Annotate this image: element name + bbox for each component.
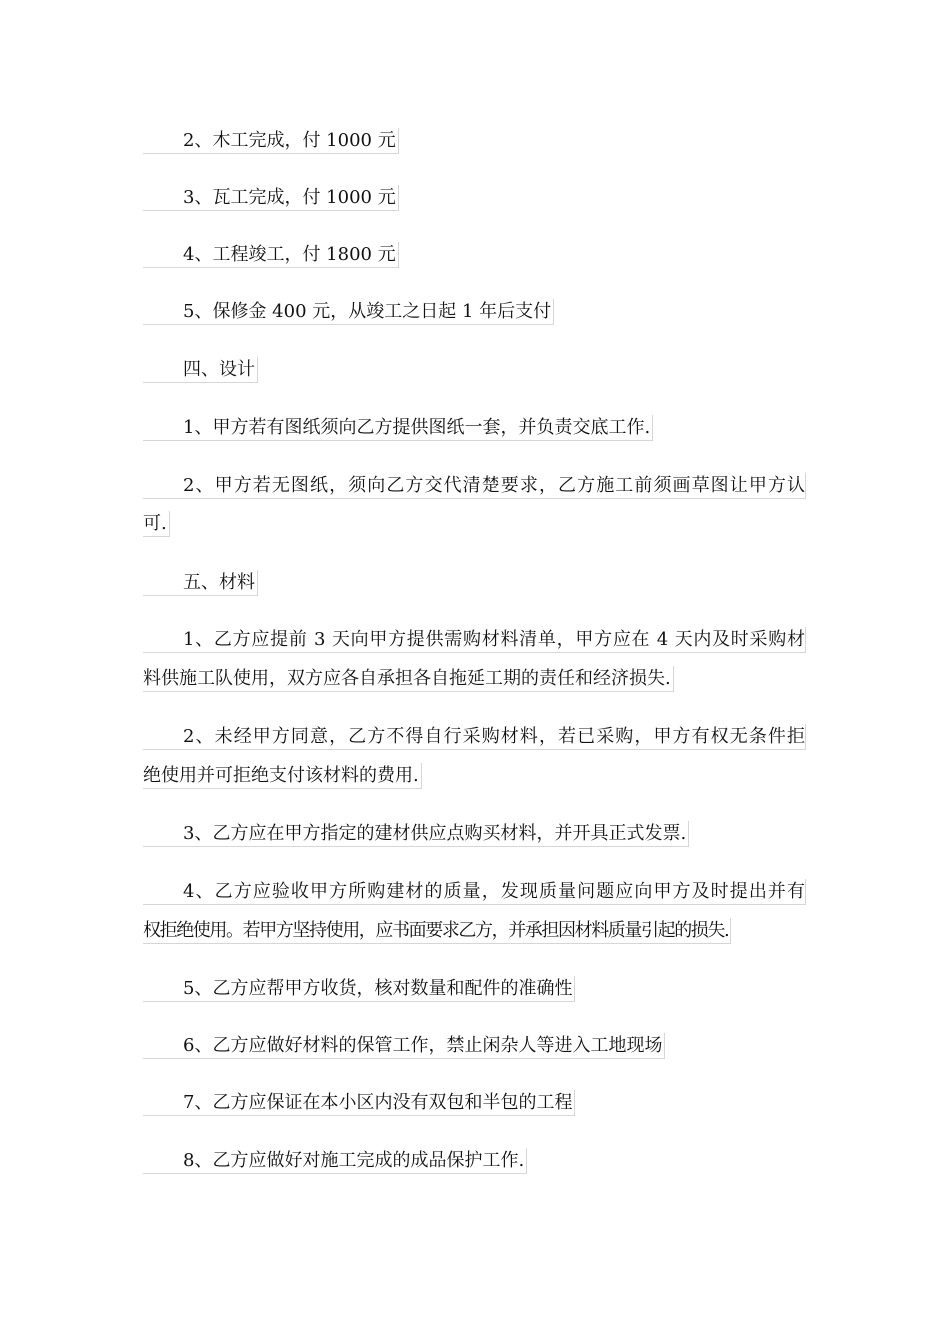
payment-item-2: 2、木工完成，付 1000 元 (143, 128, 399, 154)
materials-item-4-line-2: 权拒绝使用。若甲方坚持使用，应书面要求乙方，并承担因材料质量引起的损失. (143, 918, 731, 944)
materials-item-2-line-1: 2、未经甲方同意，乙方不得自行采购材料，若已采购，甲方有权无条件拒 (143, 724, 806, 750)
design-item-2-line-1: 2、甲方若无图纸，须向乙方交代清楚要求，乙方施工前须画草图让甲方认 (143, 473, 806, 499)
payment-item-5: 5、保修金 400 元，从竣工之日起 1 年后支付 (143, 299, 554, 325)
design-item-2-line-2: 可. (143, 511, 170, 537)
materials-item-8: 8、乙方应做好对施工完成的成品保护工作. (143, 1148, 527, 1174)
materials-item-6: 6、乙方应做好材料的保管工作，禁止闲杂人等进入工地现场 (143, 1033, 665, 1059)
materials-item-5: 5、乙方应帮甲方收货，核对数量和配件的准确性 (143, 976, 575, 1002)
payment-item-3: 3、瓦工完成，付 1000 元 (143, 185, 399, 211)
materials-item-7: 7、乙方应保证在本小区内没有双包和半包的工程 (143, 1090, 575, 1116)
materials-item-1-line-1: 1、乙方应提前 3 天向甲方提供需购材料清单，甲方应在 4 天内及时采购材 (143, 627, 806, 653)
payment-item-4: 4、工程竣工，付 1800 元 (143, 242, 399, 268)
materials-item-3: 3、乙方应在甲方指定的建材供应点购买材料，并开具正式发票. (143, 821, 689, 847)
design-item-1: 1、甲方若有图纸须向乙方提供图纸一套，并负责交底工作. (143, 415, 653, 441)
materials-item-4-line-1: 4、乙方应验收甲方所购建材的质量，发现质量问题应向甲方及时提出并有 (143, 879, 806, 905)
section-heading-design: 四、设计 (143, 357, 258, 383)
section-heading-materials: 五、材料 (143, 570, 258, 596)
materials-item-1-line-2: 料供施工队使用，双方应各自承担各自拖延工期的责任和经济损失. (143, 666, 674, 692)
materials-item-2-line-2: 绝使用并可拒绝支付该材料的费用. (143, 763, 422, 789)
